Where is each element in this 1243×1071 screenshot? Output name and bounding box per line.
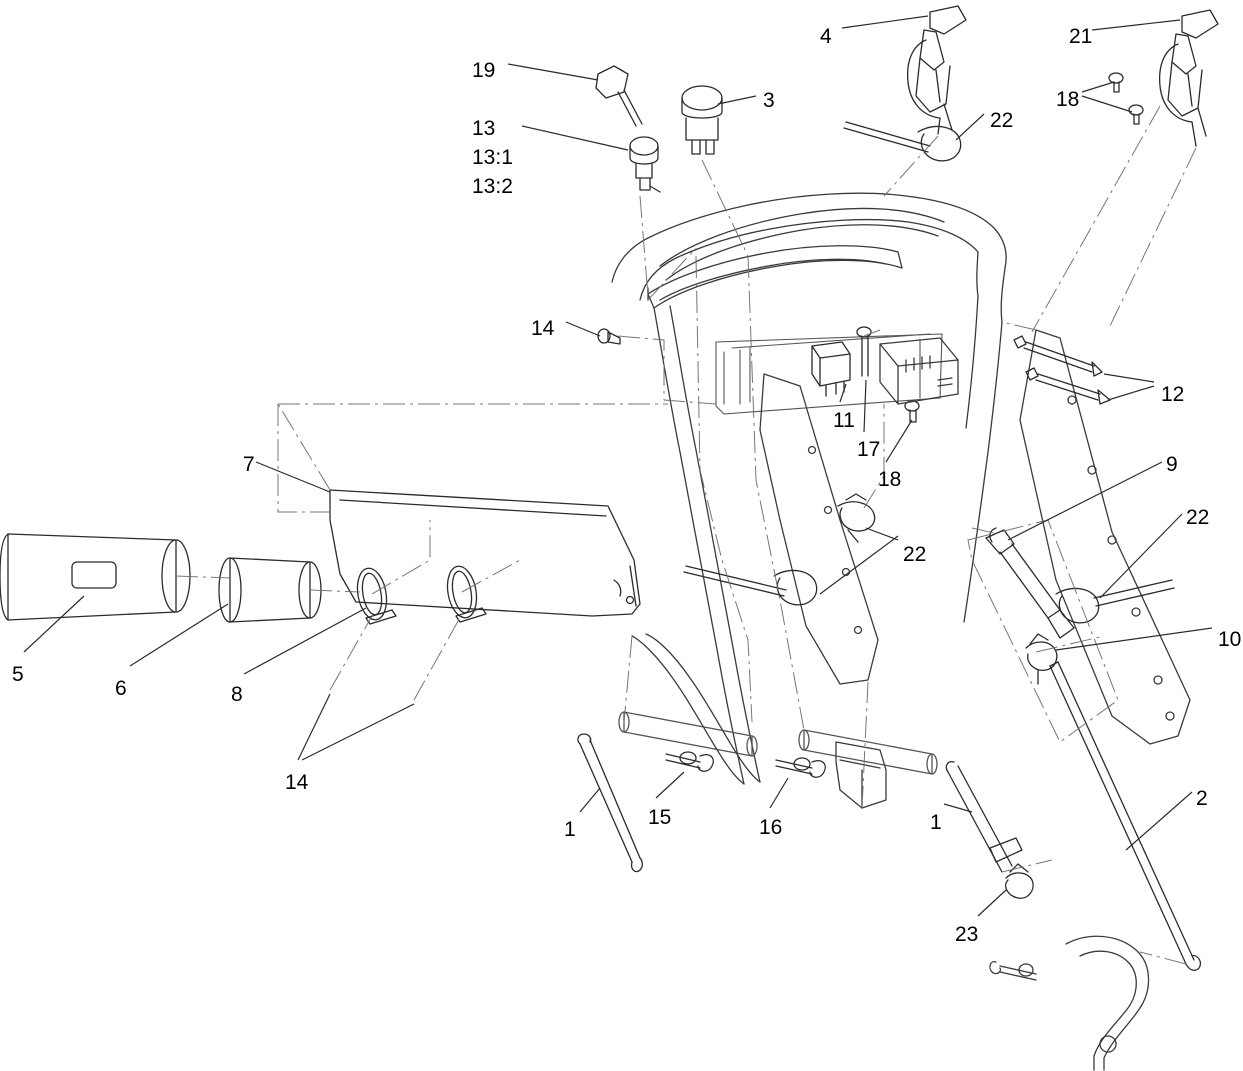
part-6-sleeve: [219, 558, 321, 622]
callout-2: 2: [1196, 787, 1208, 810]
leader-2: [1126, 792, 1192, 850]
part-18-screw-mid: [905, 401, 919, 422]
callout-10: 10: [1218, 628, 1242, 651]
leader-14b-1: [298, 694, 330, 760]
left-mount-plate: [760, 374, 881, 684]
leader-22a: [956, 114, 984, 140]
callout-4: 4: [820, 25, 832, 48]
part-21-lever-assembly: [1160, 10, 1218, 146]
callout-6: 6: [115, 677, 127, 700]
callout-18-mid: 18: [878, 468, 902, 491]
leader-18a-1: [1082, 82, 1114, 92]
part-22-clip-center: [838, 494, 875, 542]
control-module: [880, 338, 958, 404]
callout-13-1: 13:1: [472, 146, 513, 169]
callout-15: 15: [648, 806, 672, 829]
leader-4: [842, 16, 928, 28]
leader-5: [24, 596, 84, 652]
callout-12: 12: [1161, 383, 1185, 406]
leader-14a: [566, 322, 600, 336]
callout-7: 7: [243, 453, 255, 476]
callout-21: 21: [1069, 25, 1093, 48]
callout-8: 8: [231, 683, 243, 706]
part-14-screw-top: [598, 329, 620, 344]
callout-18-top: 18: [1056, 88, 1080, 111]
leader-22c-1: [866, 528, 898, 540]
callout-5: 5: [12, 663, 24, 686]
part-13-key-switch: [630, 137, 660, 192]
callout-22-right: 22: [1186, 506, 1210, 529]
part-19-knob: [596, 66, 642, 126]
part-2-rod: [1050, 662, 1200, 970]
part-22-cable-tie-top: [844, 122, 961, 161]
callout-13: 13: [472, 117, 496, 140]
leader-7: [256, 462, 330, 492]
handle-frame-part: [612, 193, 1006, 784]
part-8-clamp-ring-a: [354, 566, 396, 624]
part-15-pin: [666, 752, 713, 771]
callout-14-top: 14: [531, 317, 555, 340]
callout-14-bottom: 14: [285, 771, 309, 794]
leader-3: [718, 96, 756, 104]
part-12-bolt-a: [1014, 336, 1102, 376]
leader-14b-2: [302, 704, 414, 760]
part-4-lever-assembly: [908, 6, 966, 134]
leader-22b: [1100, 514, 1182, 598]
part-22-cable-tie-mid: [684, 566, 817, 605]
leader-17: [864, 380, 866, 432]
callout-19: 19: [472, 59, 496, 82]
leader-22c-2: [820, 536, 898, 594]
leader-18a-2: [1082, 96, 1132, 112]
lower-bracket: [836, 742, 886, 808]
callout-1-right: 1: [930, 811, 942, 834]
callout-16: 16: [759, 816, 783, 839]
leader-1a: [580, 788, 600, 812]
leader-9: [1008, 462, 1162, 540]
part-23-clip: [1006, 864, 1033, 898]
leader-23: [978, 890, 1006, 916]
callout-22-top: 22: [990, 109, 1014, 132]
part-10-clip: [1026, 634, 1057, 684]
part-7-cover: [330, 490, 640, 616]
part-8-clamp-ring-b: [444, 564, 486, 622]
leader-15: [656, 772, 684, 798]
leader-12-1: [1104, 374, 1154, 382]
part-9-gas-spring: [986, 528, 1074, 638]
leader-21: [1092, 20, 1180, 30]
leader-13: [522, 126, 628, 150]
callout-23: 23: [955, 923, 979, 946]
callout-3: 3: [763, 89, 775, 112]
leader-11: [840, 384, 846, 402]
callout-9: 9: [1166, 453, 1178, 476]
callout-22-mid: 22: [903, 543, 927, 566]
leader-18b: [886, 420, 912, 462]
part-5-cylinder: [0, 534, 190, 620]
leader-19: [508, 64, 598, 80]
callout-1-left: 1: [564, 818, 576, 841]
part-16-pin: [776, 758, 825, 777]
leader-16: [770, 778, 788, 808]
part-1-rod-right: [946, 762, 1022, 872]
callout-17: 17: [857, 438, 881, 461]
part-3-push-switch: [682, 86, 722, 154]
lower-cross-tubes: [619, 712, 937, 774]
callout-13-2: 13:2: [472, 175, 513, 198]
part-18-screw-b: [1129, 105, 1143, 124]
bottom-hook-bracket: [990, 936, 1149, 1070]
leader-12-2: [1108, 386, 1154, 400]
callout-11: 11: [833, 409, 855, 432]
leader-10: [1056, 628, 1212, 650]
